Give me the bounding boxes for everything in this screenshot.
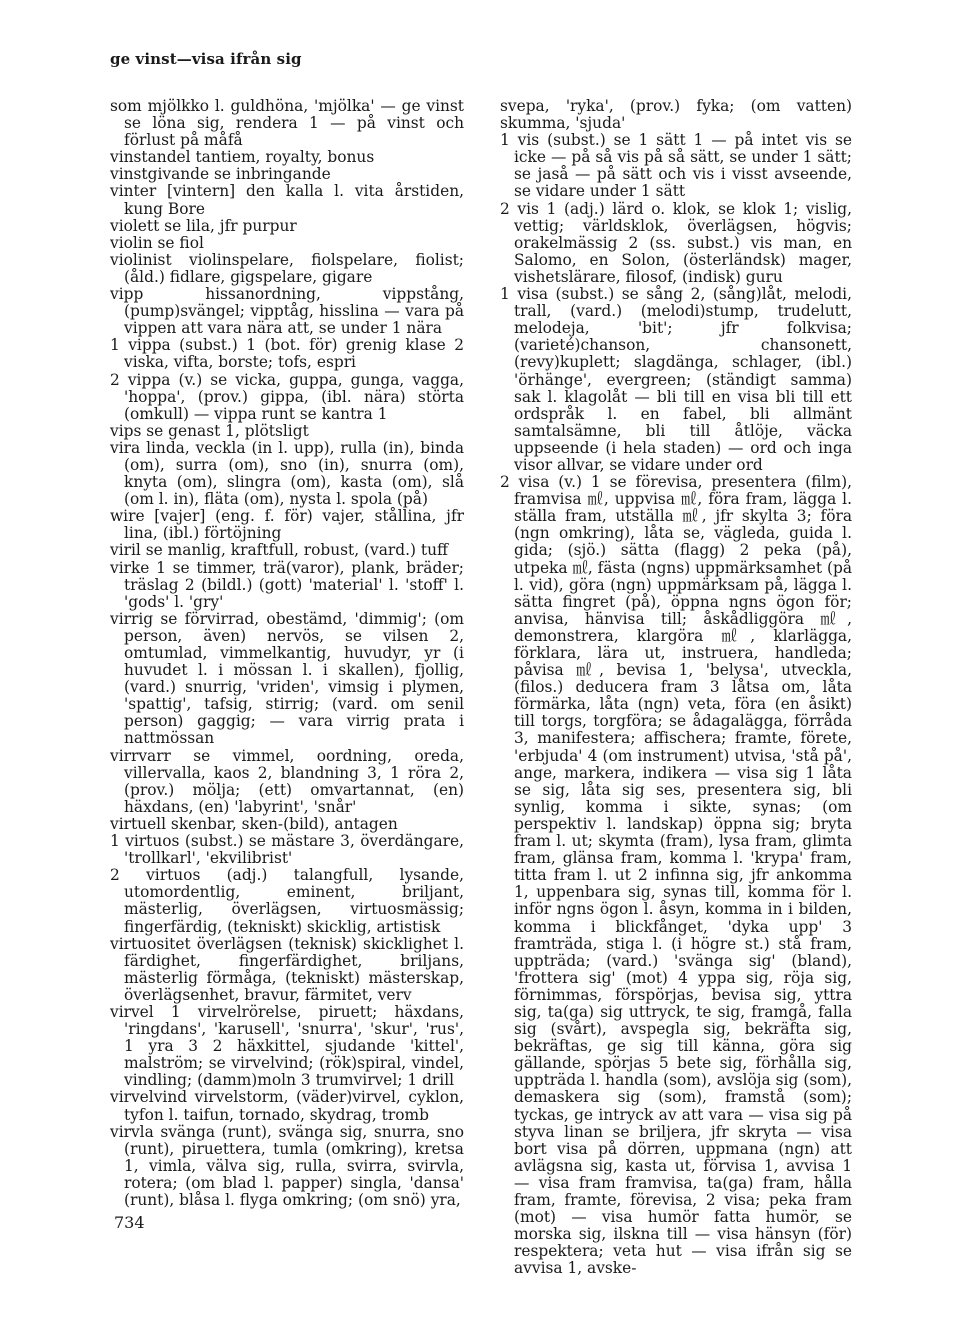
dictionary-entry: 1 vippa (subst.) 1 (bot. för) grenig klase 2 viska, vifta, borste; tofs, espri	[110, 336, 464, 372]
right-column	[500, 98, 852, 1277]
dictionary-entry: vinter [vintern] den kalla l. vita årstiden, kung Bore	[110, 182, 464, 218]
dictionary-entry: vinstandel tantiem, royalty, bonus	[110, 148, 375, 167]
dictionary-entry: virvel 1 virvelrörelse, piruett; häxdans, 'ringdans', 'karusell', 'snurra', 'skur', 'rus', 1 yra 3 2 häxkittel, sjudande 'kittel', malström; se virvelvind; (rök)spiral, vindel, vindling; (damm)moln 3 trumvirvel; 1 drill	[110, 1002, 464, 1090]
dictionary-entry: vinstgivande se inbringande	[110, 165, 331, 184]
dictionary-entry: 2 visa (v.) 1 se förevisa, presentera (film), framvisa ㎖, uppvisa ㎖, föra fram, lägga l. ställa fram, utställa ㎖, jfr skylta 3; föra (ngn omkring), låta se, vägleda, guida l. gida; (sjö.) sätta (flagg) 2 peka (på), utpeka ㎖, fästa (ngns) uppmärksamhet (på l. vid), göra (ngn) uppmärksam på, lägga l. sätta fingret (på), öppna ngns ögon för; anvisa, hänvisa till; åskådliggöra ㎖, demonstrera, klargöra ㎖, klarlägga, förklara, lära ut, instruera, handleda; påvisa ㎖, bevisa 1, 'belysa', utveckla, (filos.) deducera fram 3 låtsa om, låta förmärka, låta (ngn) veta, föra (en åsikt) till torgs, torgföra; se ådagalägga, förråda 3, manifestera; affischera; framte, förete, 'erbjuda' 4 (om instrument) utvisa, 'stå på', ange, markera, indikera — visa sig 1 låta se sig, låta sig ses, presentera sig, bli synlig, komma i sikte, synas; (om perspektiv l. landskap) öppna sig; bryta fram l. ut; skymta (fram), lysa fram, glimta fram, glänsa fram, komma l. 'krypa' fram, titta fram l. ut 2 infinna sig, jfr ankomma 1, uppenbara sig, synas till, komma för l. inför ngns ögon l. åsyn, komma in i bilden, komma i blickfånget, 'dyka upp' 3 framträda, stiga l. (i högre st.) stå fram, uppträda; (vard.) 'svänga sig' (bland), 'frottera sig' (mot) 4 yppa sig, röja sig, förnimmas, förspörjas, bevisa sig, yttra sig, ta(ga) sig uttryck, te sig, framgå, falla sig (svårt), avspegla sig, bekräfta sig, bekräftas, ge sig till känna, göra sig gällande, spörjas 5 bete sig, förhålla sig, uppträda l. handla (som), avslöja sig (som), demaskera sig (som), framstå (som); tyckas, ge intryck av att vara — visa sig på styva linan se briljera, jfr skryta — visa bort visa på dörren, uppmana (ngn) att avlägsna sig, kasta ut, förvisa 1, avvisa 1 — visa fram framvisa, ta(ga) fram, hålla fram, framte, förevisa, 2 visa; peka fram (mot) — visa humör fatta humör, se morska sig, ilskna till — visa hänsyn (för) respektera; veta hut — visa ifrån sig se avvisa 1, avske-	[500, 473, 852, 1278]
dictionary-entry: 1 virtuos (subst.) se mästare 3, överdängare, 'trollkarl', 'ekvilibrist'	[110, 832, 464, 868]
dictionary-entry: vipp hissanordning, vippstång, (pump)svängel; vipptåg, hisslina — vara på vippen att vara nära att, se under 1 nära	[110, 285, 464, 338]
dictionary-entry: virrvarr se vimmel, oordning, oreda, villervalla, kaos 2, blandning 3, 1 röra 2, (prov.) mölja; (ett) omvartannat, (en) häxdans, (en) 'labyrint', 'snår'	[110, 746, 464, 816]
dictionary-entry: 2 vis 1 (adj.) lärd o. klok, se klok 1; vislig, vettig; världsklok, överlägsen, högvis; orakelmässig 2 (ss. subst.) vis man, en Salomo, en Solon, (österländsk) mager, vishetslärare, filosof, (indisk) guru	[500, 199, 852, 286]
dictionary-entry: svepa, 'ryka', (prov.) fyka; (om vatten) skumma, 'sjuda'	[500, 97, 852, 133]
dictionary-entry: virvla svänga (runt), svänga sig, snurra, sno (runt), piruettera, tumla (omkring), kretsa 1, vimla, välva sig, rulla, svirra, svirvla, rotera; (om blad l. papper) singla, 'dansa' (runt), blåsa l. flyga omkring; (om snö) yra,	[110, 1122, 464, 1209]
dictionary-entry: viril se manlig, kraftfull, robust, (vard.) tuff	[110, 541, 448, 560]
dictionary-entry: wire [vajer] (eng. f. för) vajer, stållina, jfr lina, (ibl.) förtöjning	[110, 507, 464, 543]
page-number: 734	[114, 1213, 145, 1232]
dictionary-entry: virtuositet överlägsen (teknisk) skicklighet l. färdighet, fingerfärdighet, briljans, mästerlig förmåga, (tekniskt) mästerskap, överlägsenhet, bravur, färmitet, verv	[110, 934, 464, 1004]
dictionary-entry: virrig se förvirrad, obestämd, 'dimmig'; (om person, även) nervös, se vilsen 2, omtumlad, vimmelkantig, huvudyr, yr (i huvudet l. i mössan l. i skallen), fjollig, (vard.) snurrig, 'vriden', vimsig i plymen, 'spattig', tafsig, stirrig; (vard. om senil person) gaggig; — vara virrig prata i nattmössan	[110, 609, 464, 748]
dictionary-entry: violett se lila, jfr purpur	[110, 216, 297, 235]
dictionary-entry: vira linda, veckla (in l. upp), rulla (in), binda (om), surra (om), sno (in), snurra (om), knyta (om), slingra (om), kasta (om), slå (om l. in), fläta (om), nysta l. spola (på)	[110, 438, 464, 509]
dictionary-entry: violin se fiol	[110, 233, 204, 252]
dictionary-entry: virtuell skenbar, sken-(bild), antagen	[110, 814, 398, 833]
dictionary-entry: vips se genast 1, plötsligt	[110, 421, 309, 440]
dictionary-entry: 1 vis (subst.) se 1 sätt 1 — på intet vis se icke — på så vis på så sätt, se under 1 sätt; se jaså — på sätt och vis i visst avseende, se vidare under 1 sätt	[500, 131, 852, 201]
dictionary-entry: virvelvind virvelstorm, (väder)virvel, cyklon, tyfon l. taifun, tornado, skydrag, tromb	[110, 1088, 464, 1124]
left-column	[110, 98, 464, 1209]
dictionary-entry: violinist violinspelare, fiolspelare, fiolist; (åld.) fidlare, gigspelare, gigare	[110, 250, 464, 286]
dictionary-entry: 2 vippa (v.) se vicka, guppa, gunga, vagga, 'hoppa', (prov.) gippa, (ibl. nära) störta (omkull) — vippa runt se kantra 1	[110, 370, 464, 423]
dictionary-entry: 1 visa (subst.) se sång 2, (sång)låt, melodi, trall, (vard.) (melodi)stump, trudelutt, melodeja, 'bit'; jfr folkvisa; (varieté)chanson, chansonett, (revy)kuplett; slagdänga, schlager, (ibl.) 'örhänge', evergreen; (ständigt samma) sak l. klagolåt — bli till en visa bli till ett ordspråk l. en fabel, bli allmänt samtalsämne, bli till åtlöje, väcka uppseende (i hela staden) — ord och inga visor allvar, se vidare under ord	[500, 285, 852, 474]
dictionary-entry: som mjölkko l. guldhöna, 'mjölka' — ge vinst se löna sig, rendera 1 — på vinst och förlust på måfå	[110, 97, 464, 150]
running-head: ge vinst—visa ifrån sig	[110, 50, 302, 68]
dictionary-entry: 2 virtuos (adj.) talangfull, lysande, utomordentlig, eminent, briljant, mästerlig, överlägsen, virtuosmässig; fingerfärdig, (tekniskt) skicklig, artistisk	[110, 866, 464, 936]
dictionary-entry: virke 1 se timmer, trä(varor), plank, bräder; träslag 2 (bildl.) (gott) 'material' l. 'stoff' l. 'gods' l. 'gry'	[110, 558, 464, 611]
